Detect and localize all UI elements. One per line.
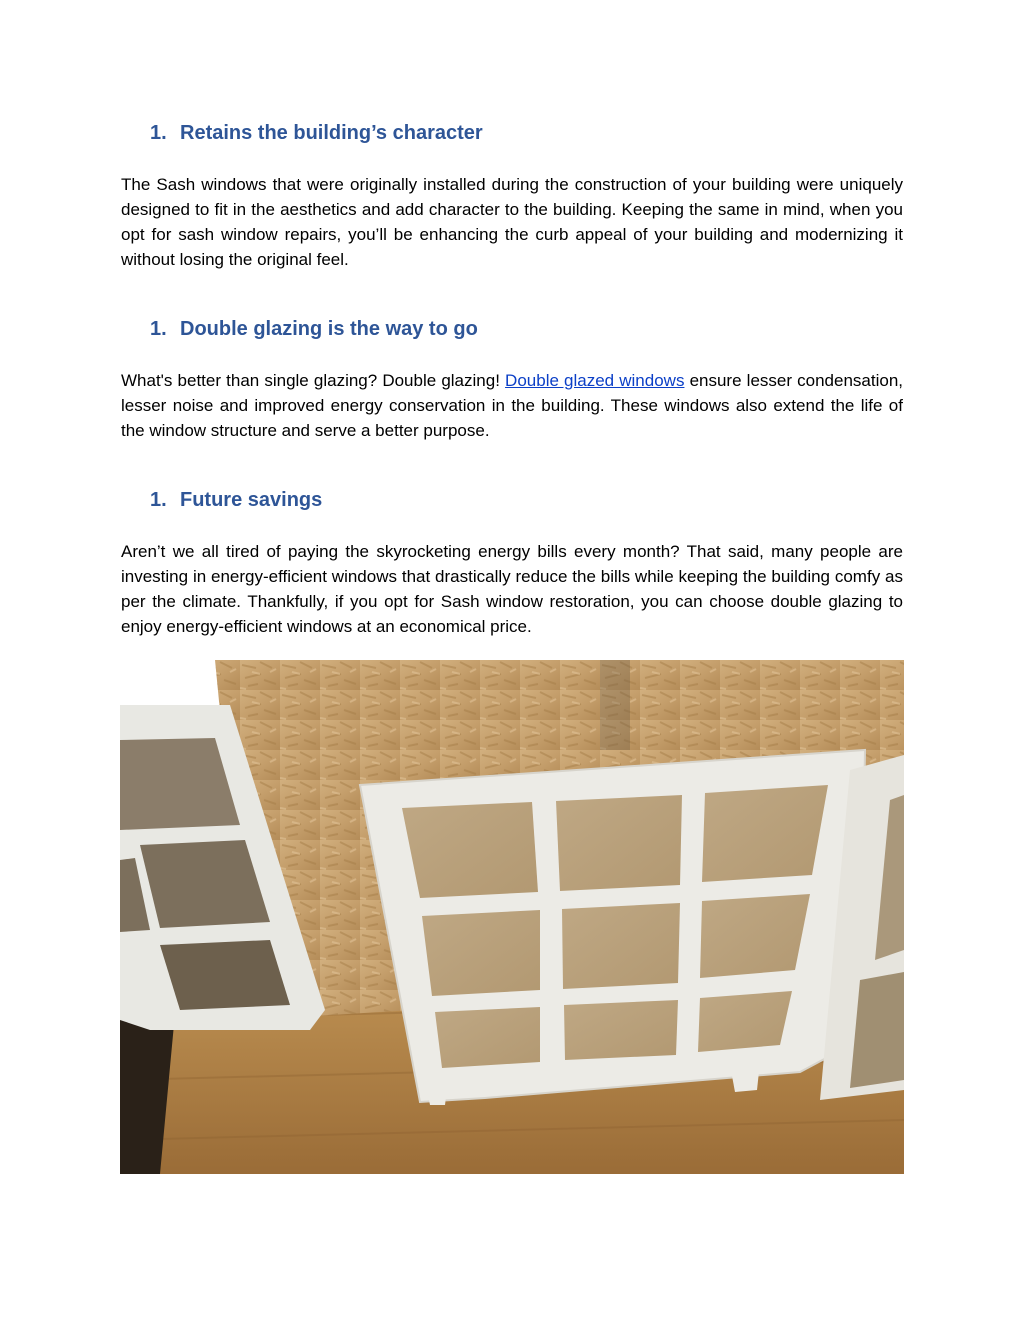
section-heading-future-savings	[150, 489, 322, 512]
section-heading-double-glazing	[150, 318, 478, 341]
paragraph-future-savings: Aren’t we all tired of paying the skyrocketing energy bills every month? That said, many people are investing in energy-efficient windows that drastically reduce the bills while keeping the building comfy as per the climate. Thankfully, if you opt for Sash window restoration, you can choose double glazing to enjoy energy-efficient windows at an economical price.	[121, 542, 903, 636]
sash-window-photo	[120, 660, 904, 1174]
paragraph-text-before-link: What's better than single glazing? Double glazing!	[121, 371, 506, 390]
heading-text: Retains the building’s character	[180, 122, 483, 144]
list-number: 1.	[150, 318, 167, 340]
double-glazed-windows-link[interactable]: Double glazed windows	[505, 371, 685, 390]
list-number: 1.	[150, 489, 167, 511]
paragraph-character: The Sash windows that were originally installed during the construction of your building were uniquely designed to fit in the aesthetics and add character to the building. Keeping the same in mind, when you opt for sash window repairs, you’ll be enhancing the curb appeal of your building and modernizing it without losing the original feel.	[121, 175, 903, 269]
paragraph-text-after-link: ensure lesser condensation, lesser noise and improved energy conservation in the building. These windows also extend the life of the window structure and serve a better purpose.	[121, 371, 904, 440]
heading-text: Future savings	[180, 489, 323, 511]
paragraph-double-glazing	[121, 368, 903, 443]
heading-text: Double glazing is the way to go	[180, 318, 478, 340]
list-number: 1.	[150, 122, 167, 144]
section-heading-character	[150, 122, 483, 145]
